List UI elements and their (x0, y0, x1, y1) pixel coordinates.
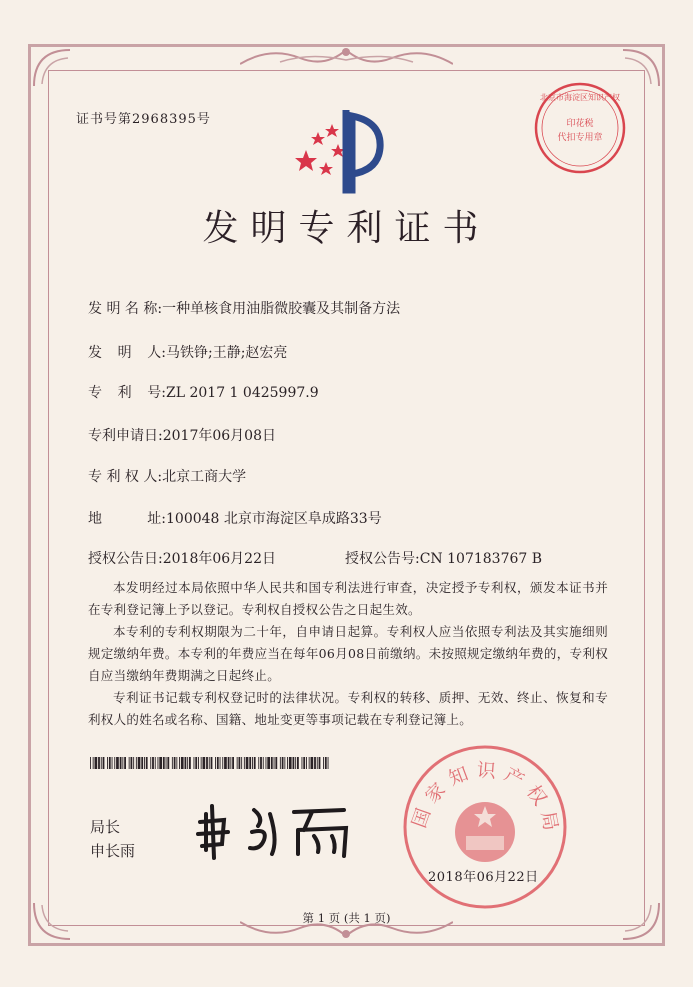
barcode (90, 757, 330, 769)
top-ornament (240, 44, 453, 70)
director-signature (194, 800, 364, 862)
field-patentee (88, 466, 246, 486)
inventors-value: 马铁铮;王静;赵宏亮 (166, 345, 288, 361)
corner-ornament-tl (30, 46, 76, 92)
field-grant-number (345, 548, 542, 568)
grant-date-value: 2018年06月22日 (162, 551, 276, 567)
notice-paragraph: 本发明经过本局依照中华人民共和国专利法进行审查，决定授予专利权，颁发本证书并在专利登记簿上予以登记。专利权自授权公告之日起生效。 (88, 580, 608, 617)
tax-seal-line1: 北京市海淀区知识产权 (540, 93, 620, 102)
address-label: 地 址: (88, 511, 166, 527)
patent-number-value: ZL 2017 1 0425997.9 (166, 385, 319, 401)
notice-paragraph: 本专利的专利权期限为二十年，自申请日起算。专利权人应当依照专利法及其实施细则规定缴纳年费。本专利的年费应当在每年06月08日前缴纳。未按照规定缴纳年费的，专利权自应当缴纳年费期满之日起终止。 (88, 624, 608, 683)
field-patent-number (88, 382, 319, 402)
grant-date-label: 授权公告日: (88, 551, 163, 567)
patentee-value: 北京工商大学 (162, 469, 247, 485)
notice-paragraphs (88, 577, 608, 731)
national-ip-office-seal (400, 742, 570, 912)
patent-number-label: 专 利 号: (88, 385, 166, 401)
invention-name-value: 一种单核食用油脂微胶囊及其制备方法 (162, 301, 401, 317)
field-grant-date (88, 548, 276, 568)
address-value: 100048 北京市海淀区阜成路33号 (166, 511, 382, 527)
seal-text: 国家知识产权局 (408, 759, 564, 840)
field-inventors (88, 342, 287, 362)
notice-paragraph: 专利证书记载专利权登记时的法律状况。专利权的转移、质押、无效、终止、恢复和专利权人的姓名或名称、国籍、地址变更等事项记载在专利登记簿上。 (88, 690, 608, 727)
field-application-date (88, 425, 276, 445)
application-date-value: 2017年06月08日 (162, 428, 276, 444)
invention-name-label: 发 明 名 称: (88, 301, 163, 317)
tax-seal-line3: 代扣专用章 (557, 133, 603, 143)
grant-number-label: 授权公告号: (345, 551, 420, 567)
tax-stamp-seal (532, 80, 628, 176)
grant-number-value: CN 107183767 B (419, 551, 543, 567)
field-invention-name (88, 298, 400, 318)
patentee-label: 专 利 权 人: (88, 469, 163, 485)
inventor-label: 发 明 人: (88, 345, 166, 361)
director-title: 局长 (90, 818, 121, 836)
page-number: 第 1 页 (共 1 页) (302, 911, 391, 925)
tax-seal-line2: 印花税 (566, 119, 594, 129)
director-name: 申长雨 (90, 842, 136, 860)
certificate-number: 证书号第2968395号 (76, 112, 211, 127)
field-address (88, 508, 382, 528)
seal-date: 2018年06月22日 (428, 870, 539, 885)
cnipa-logo-icon (292, 104, 392, 196)
application-date-label: 专利申请日: (88, 428, 163, 444)
certificate-title: 发明专利证书 (202, 208, 491, 249)
